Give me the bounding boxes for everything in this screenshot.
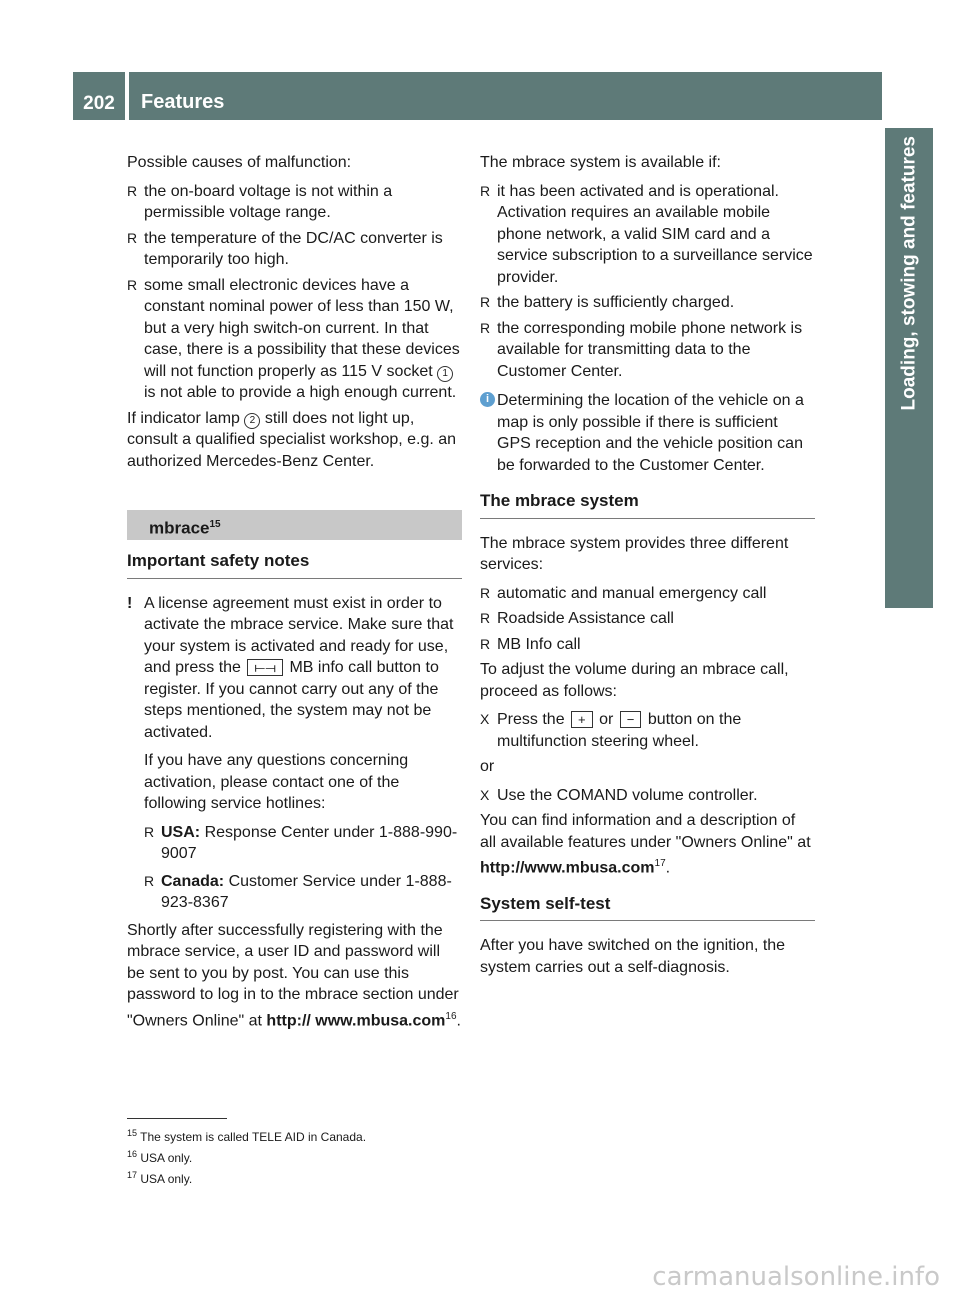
selftest-text: After you have switched on the ignition, the system carries out a self-diagnosis. — [480, 937, 786, 976]
list-item: R the corresponding mobile phone network is available for transmitting data to the Customer Center. — [480, 318, 815, 383]
safety-heading: Important safety notes — [127, 550, 462, 579]
list-item: R automatic and manual emergency call — [480, 583, 815, 605]
page-title: Features — [129, 72, 882, 120]
availability-intro: The mbrace system is available if: — [480, 154, 721, 171]
watermark: carmanualsonline.info — [652, 1261, 940, 1292]
info-icon: i — [480, 392, 495, 407]
find-paragraph: You can find information and a description of all available features under "Owners Online" at http://www.mbusa.com$^{17}$. — [480, 812, 811, 877]
causes-list — [127, 181, 462, 404]
section-title-mbrace: mbrace$^{15}$ — [127, 510, 462, 540]
callout-1-icon: 1 — [437, 366, 453, 382]
causes-intro: Possible causes of malfunction: — [127, 154, 352, 171]
volume-steps — [480, 709, 815, 752]
registration-paragraph: Shortly after successfully registering with the mbrace service, a user ID and password will be sent to you by post. You can use this password to log in to the mbrace section under "Owners Online" at http:// www.mbusa.com$^{16}$. — [127, 921, 461, 1029]
list-item: R the temperature of the DC/AC converter is temporarily too high. — [127, 228, 462, 271]
side-tab-text: Loading, stowing and features — [898, 136, 920, 411]
hotline-list — [144, 822, 462, 914]
footnote: $^{15}$ The system is called TELE AID in Canada. — [127, 1128, 367, 1144]
list-item: R Canada: Customer Service under 1-888-923-8367 — [144, 871, 462, 914]
warning-icon: ! — [127, 594, 133, 612]
comand-step — [480, 785, 815, 807]
list-item: R it has been activated and is operational. Activation requires an available mobile phone network, a valid SIM card and a service subscription to a surveillance service provider. — [480, 181, 815, 289]
or-text: or — [480, 758, 495, 775]
services-intro: The mbrace system provides three different services: — [480, 534, 789, 573]
footnote-divider — [127, 1118, 227, 1119]
availability-list — [480, 181, 815, 383]
callout-2-icon: 2 — [244, 413, 260, 429]
left-column — [127, 152, 462, 1038]
warning-note: ! A license agreement must exist in order to activate the mbrace service. Make sure that your system is activated and ready for use, and press the ⟝⟞ MB info call button to register. If you cannot carry out any of the steps mentioned, the system may not be activated. If you have any questions concerning activation, please contact one of the following service hotlines: R USA: Response Center under 1-888-990-9007 R Canada: Customer Service under 1-888-923-8367 — [127, 593, 462, 914]
mbusa-link[interactable]: http:// www.mbusa.com — [266, 1011, 446, 1029]
list-item: R the on-board voltage is not within a permissible voltage range. — [127, 181, 462, 224]
indicator-paragraph: If indicator lamp 2 still does not light up, consult a qualified specialist workshop, e.g. an authorized Mercedes-Benz Center. — [127, 409, 457, 470]
info-note: i Determining the location of the vehicle on a map is only possible if there is sufficient GPS reception and the vehicle position can be forwarded to the Customer Center. — [480, 390, 815, 476]
list-item: R the battery is sufficiently charged. — [480, 292, 815, 314]
plus-icon: + — [571, 711, 593, 728]
list-item: X Use the COMAND volume controller. — [480, 785, 815, 807]
list-item: R Roadside Assistance call — [480, 608, 815, 630]
selftest-heading: System self-test — [480, 893, 815, 922]
list-item: R some small electronic devices have a constant nominal power of less than 150 W, but a very high switch-on current. In that case, there is a possibility that these devices will not function properly as 115 V socket 1 is not able to provide a high enough current. — [127, 275, 462, 404]
mbusa-link-2[interactable]: http://www.mbusa.com — [480, 859, 655, 877]
questions-text: If you have any questions concerning activation, please contact one of the following service hotlines: — [144, 752, 409, 812]
mb-info-call-icon: ⟝⟞ — [247, 659, 283, 676]
footnote: $^{17}$ USA only. — [127, 1170, 193, 1186]
services-list — [480, 583, 815, 656]
list-item: R MB Info call — [480, 634, 815, 656]
list-item: R USA: Response Center under 1-888-990-9007 — [144, 822, 462, 865]
footnote: $^{16}$ USA only. — [127, 1149, 193, 1165]
volume-intro: To adjust the volume during an mbrace call, proceed as follows: — [480, 661, 789, 700]
right-column — [480, 152, 815, 985]
list-item: X Press the + or − button on the multifunction steering wheel. — [480, 709, 815, 752]
system-heading: The mbrace system — [480, 490, 815, 519]
page-number: 202 — [73, 72, 125, 120]
minus-icon: − — [620, 711, 642, 728]
